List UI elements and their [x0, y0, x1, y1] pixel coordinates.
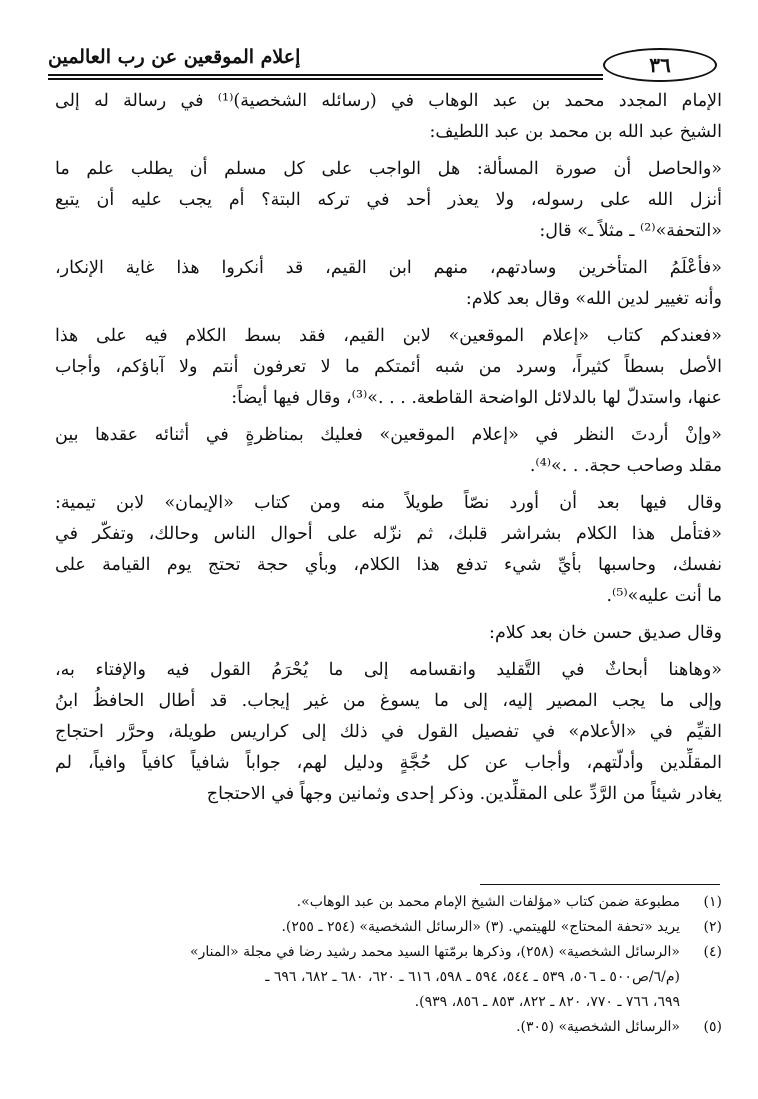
text-line: «وإنْ أردتَ النظر في «إعلام الموقعين» فعليك بمناظرةٍ في أثنائه عقدها بين — [55, 425, 722, 445]
text-line: مقلد وصاحب حجة. . .»⁽⁴⁾. — [529, 456, 722, 476]
footnote-text: مطبوعة ضمن كتاب «مؤلفات الشيخ الإمام محمد بن عبد الوهاب». — [296, 894, 680, 910]
paragraph — [55, 420, 722, 482]
footnote-separator — [480, 884, 720, 885]
text-line: وقال صديق حسن خان بعد كلام: — [489, 623, 722, 643]
footnote-continuation: (م/٦/ص٥٠٠ ـ ٥٠٦، ٥٣٩ ـ ٥٤٤، ٥٩٤ ـ ٥٩٨، ٦١٦ ـ ٦٢٠، ٦٨٠ ـ ٦٨٢، ٦٩٦ ـ — [265, 969, 680, 985]
text-line: «والحاصل أن صورة المسألة: هل الواجب على كل مسلم أن يطلب علم ما — [55, 159, 722, 179]
header-rule-top — [48, 74, 603, 76]
paragraph — [55, 321, 722, 414]
paragraph — [55, 154, 722, 247]
page-number: ٣٦ — [649, 53, 671, 77]
paragraph — [55, 655, 722, 810]
text-line: الإمام المجدد محمد بن عبد الوهاب في (رسائله الشخصية)⁽¹⁾ في رسالة له إلى — [55, 91, 722, 111]
text-line: «فأعْلَمُ المتأخرين وسادتهم، منهم ابن القيم، قد أنكروا هذا غاية الإنكار، — [55, 258, 722, 278]
page-header — [48, 44, 716, 84]
page-number-oval — [603, 48, 717, 82]
text-line: وإلى ما يجب المصير إليه، إلى ما يسوغ من غير إيجاب. قد أطال الحافظُ ابنُ — [55, 691, 722, 711]
footnote-number: (١) — [703, 894, 722, 910]
running-title: إعلام الموقعين عن رب العالمين — [48, 46, 301, 68]
footnote-continuation: ٦٩٩، ٧٦٦ ـ ٧٧٠، ٨٢٠ ـ ٨٢٢، ٨٥٣ ـ ٨٥٦، ٩٣٩). — [414, 994, 680, 1010]
footnote-number: (٤) — [703, 944, 722, 960]
text-line: «فعندكم كتاب «إعلام الموقعين» لابن القيم، فقد بسط الكلام فيه على هذا — [55, 326, 722, 346]
text-line: نفسك، وحاسبها بأيِّ شيء تدفع هذا الكلام، وبأي حجة تحتج يوم القيامة على — [55, 555, 722, 575]
text-line: الشيخ عبد الله بن محمد بن عبد اللطيف: — [429, 122, 722, 142]
text-line: المقلِّدين وأدلّتهم، وأجاب عن كل حُجَّةٍ ودليل لهم، جواباً شافياً كافياً وافياً، لم — [55, 753, 722, 773]
footnote-number: (٢) — [703, 919, 722, 935]
footnote-text: «الرسائل الشخصية» (٣٠٥). — [516, 1019, 680, 1035]
footnote — [55, 890, 722, 915]
text-line: وأنه تغيير لدين الله» وقال بعد كلام: — [465, 289, 722, 309]
text-line: «فتأمل هذا الكلام بشراشر قلبك، ثم نزّله على أحوال الناس وحالك، وتفكّر في — [55, 524, 722, 544]
paragraph — [55, 86, 722, 148]
footnote-text: يريد «تحفة المحتاج» للهيتمي. (٣) «الرسائل الشخصية» (٢٥٤ ـ ٢٥٥). — [281, 919, 680, 935]
text-line: «التحفة»⁽²⁾ ـ مثلاً ـ» قال: — [539, 221, 722, 241]
paragraph — [55, 618, 722, 649]
footnote — [55, 1015, 722, 1040]
text-line: «وهاهنا أبحاثٌ في التَّقليد وانقسامه إلى ما يُحْرَمُ القول فيه والإفتاء به، — [55, 660, 722, 680]
text-line: أنزل الله على رسوله، ولا يعذر أحد في تركه البتة؟ أم يجب عليه أن يتبع — [55, 190, 722, 210]
text-line: عنها، واستدلّ لها بالدلائل الواضحة القاطعة. . . .»⁽³⁾، وقال فيها أيضاً: — [231, 388, 722, 408]
text-line: الأصل بسطاً كثيراً، وسرد من شبه أئمتكم ما لا تعرفون أنتم ولا آباؤكم، وأجاب — [55, 357, 722, 377]
text-line: القيِّم في «الأعلام» في تفصيل القول في ذلك إلى كراريس طويلة، وحرَّر احتجاج — [55, 722, 722, 742]
paragraph — [55, 253, 722, 315]
text-line: يغادر شيئاً من الرَّدِّ على المقلِّدين. وذكر إحدى وثمانين وجهاً في الاحتجاج — [206, 784, 722, 804]
text-line: وقال فيها بعد أن أورد نصّاً طويلاً منه ومن كتاب «الإيمان» لابن تيمية: — [55, 493, 722, 513]
main-text — [55, 86, 722, 816]
header-rule-bottom — [48, 78, 603, 80]
footnote-number: (٥) — [703, 1019, 722, 1035]
footnote-text: «الرسائل الشخصية» (٢٥٨)، وذكرها برمّتها السيد محمد رشيد رضا في مجلة «المنار» — [190, 944, 680, 960]
text-line: ما أنت عليه»⁽⁵⁾. — [606, 586, 722, 606]
paragraph — [55, 488, 722, 612]
footnote — [55, 915, 722, 940]
footnote — [55, 940, 722, 965]
footnotes — [55, 890, 722, 1040]
